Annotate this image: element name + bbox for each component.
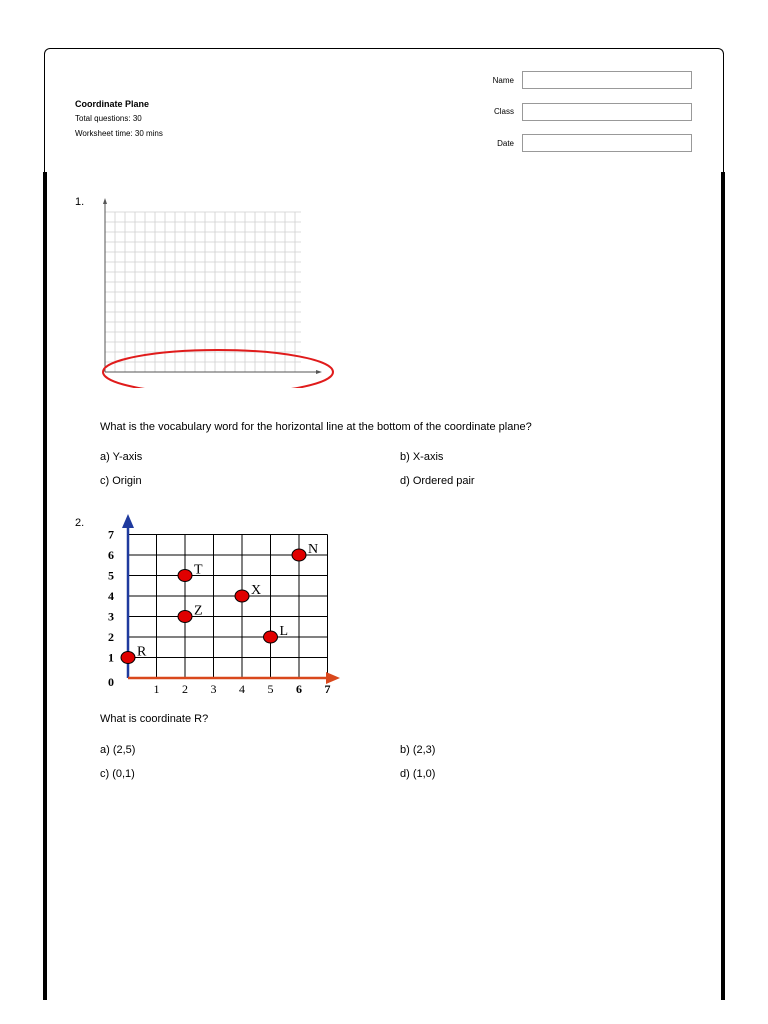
x-tick-label: 7 [324,682,331,696]
question-2-coordinate-graph [100,512,350,696]
worksheet-title: Coordinate Plane [75,99,150,109]
question-1-text: What is the vocabulary word for the horizontal line at the bottom of the coordinate plane? [100,421,532,433]
point-T [178,570,192,582]
total-questions: Total questions: 30 [75,114,142,123]
y-axis-arrow [103,198,107,204]
point-label-N: N [308,542,319,557]
y-tick-label: 1 [108,650,114,665]
worksheet-time: Worksheet time: 30 mins [75,129,163,138]
question-2-option-a[interactable]: a) (2,5) [100,744,136,756]
point-label-R: R [137,644,147,660]
question-1-option-c[interactable]: c) Origin [100,475,142,487]
point-label-T: T [194,562,203,578]
y-axis-arrow [122,514,134,528]
point-R [121,652,135,664]
x-axis-arrow [316,370,322,374]
point-label-L: L [279,624,289,639]
question-2-number: 2. [75,517,85,529]
name-label: Name [492,76,514,85]
x-tick-label: 3 [210,682,217,696]
y-tick-label: 7 [108,527,114,542]
point-X [235,590,249,602]
y-tick-label: 0 [108,675,114,689]
question-2-text: What is coordinate R? [100,713,209,725]
question-2-option-b[interactable]: b) (2,3) [400,744,436,756]
y-tick-label: 4 [108,589,114,603]
class-field[interactable] [522,103,692,121]
question-2-option-d[interactable]: d) (1,0) [400,768,436,780]
x-tick-label: 6 [296,682,302,696]
question-1-option-a[interactable]: a) Y-axis [100,451,143,463]
y-tick-label: 6 [108,548,114,562]
name-field[interactable] [522,71,692,89]
point-Z [178,611,192,623]
x-tick-label: 2 [182,682,188,696]
question-1-number: 1. [75,196,85,208]
date-field[interactable] [522,134,692,152]
class-label: Class [493,107,514,116]
question-1-grid-image [98,196,338,388]
x-tick-label: 4 [239,682,245,696]
question-2-option-c[interactable]: c) (0,1) [100,768,135,780]
y-tick-label: 5 [108,568,114,583]
point-L [264,631,278,643]
point-label-X: X [251,583,262,598]
question-1-option-d[interactable]: d) Ordered pair [400,475,475,487]
date-label: Date [497,139,514,148]
y-tick-label: 2 [108,630,114,644]
grid-lines [105,212,301,372]
x-tick-label: 5 [267,682,274,696]
x-axis-highlight-ellipse [103,350,333,388]
y-tick-label: 3 [108,609,114,624]
page-border-right [721,172,725,1000]
x-tick-label: 1 [153,682,160,696]
question-1-option-b[interactable]: b) X-axis [400,451,444,463]
point-N [292,549,306,561]
page-border-left [43,172,47,1000]
point-label-Z: Z [194,603,203,619]
